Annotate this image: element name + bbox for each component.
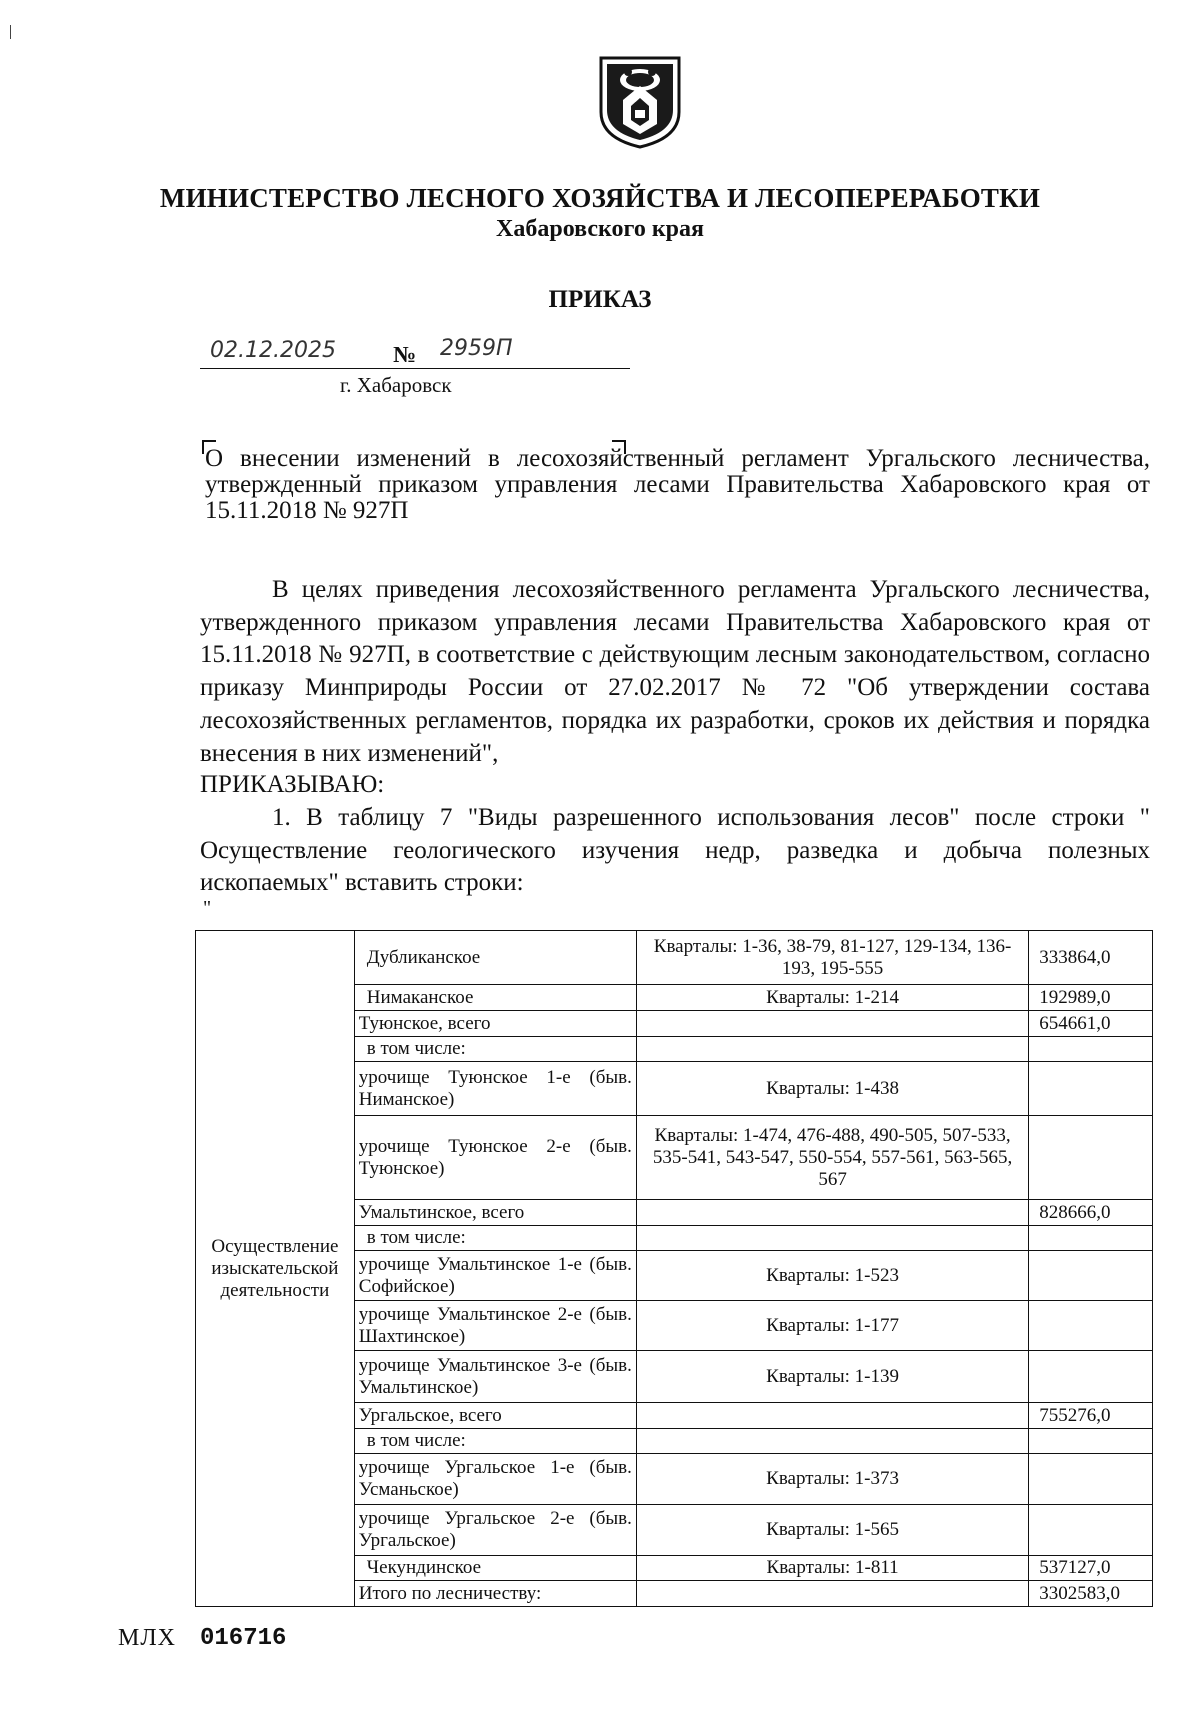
document-type: ПРИКАЗ — [548, 286, 652, 313]
area-cell — [1029, 1226, 1153, 1251]
category-cell: Осуществление изыскательской деятельности — [196, 931, 355, 1607]
district-name-cell: в том числе: — [354, 1037, 636, 1062]
table-row — [196, 931, 1153, 985]
area-cell: 3302583,0 — [1029, 1581, 1153, 1607]
area-cell — [1029, 1351, 1153, 1403]
date-number-underline — [200, 368, 630, 369]
area-cell — [1029, 1505, 1153, 1556]
quarters-cell: Кварталы: 1-177 — [636, 1301, 1028, 1351]
district-name-cell: Туюнское, всего — [354, 1011, 636, 1037]
quarters-cell — [636, 1011, 1028, 1037]
area-cell: 333864,0 — [1029, 931, 1153, 985]
area-cell — [1029, 1429, 1153, 1454]
area-cell — [1029, 1454, 1153, 1505]
district-name-cell: урочище Умальтинское 3-е (быв. Умальтинское) — [354, 1351, 636, 1403]
area-cell — [1029, 1116, 1153, 1200]
quarters-cell — [636, 1403, 1028, 1429]
district-name-cell: в том числе: — [354, 1429, 636, 1454]
opening-quote: " — [203, 897, 212, 919]
area-cell — [1029, 1037, 1153, 1062]
ministry-name: МИНИСТЕРСТВО ЛЕСНОГО ХОЗЯЙСТВА И ЛЕСОПЕРЕРАБОТКИ — [159, 183, 1041, 213]
quarters-cell: Кварталы: 1-438 — [636, 1062, 1028, 1116]
quarters-cell: Кварталы: 1-811 — [636, 1556, 1028, 1581]
district-name-cell: в том числе: — [354, 1226, 636, 1251]
city: г. Хабаровск — [340, 373, 452, 397]
order-subject: О внесении изменений в лесохозяйственный регламент Ургальского лесничества, утвержденный приказом управления лесами Правительства Хабаровского края от 15.11.2018 № 927П — [205, 445, 1150, 524]
area-cell — [1029, 1062, 1153, 1116]
quarters-cell: Кварталы: 1-565 — [636, 1505, 1028, 1556]
order-date: 02.12.2025 — [210, 338, 336, 363]
district-name-cell: Дубликанское — [354, 931, 636, 985]
district-name-cell: Итого по лесничеству: — [354, 1581, 636, 1607]
quarters-cell — [636, 1037, 1028, 1062]
district-name-cell: урочище Умальтинское 2-е (быв. Шахтинское) — [354, 1301, 636, 1351]
quarters-cell — [636, 1226, 1028, 1251]
order-word: ПРИКАЗЫВАЮ: — [200, 771, 385, 798]
district-name-cell: урочище Ургальское 2-е (быв. Ургальское) — [354, 1505, 636, 1556]
area-cell: 828666,0 — [1029, 1200, 1153, 1226]
area-cell: 192989,0 — [1029, 985, 1153, 1011]
quarters-cell: Кварталы: 1-139 — [636, 1351, 1028, 1403]
forest-use-table — [195, 930, 1153, 1607]
quarters-cell — [636, 1429, 1028, 1454]
form-serial-number: 016716 — [200, 1625, 287, 1652]
scan-edge-mark — [10, 25, 11, 39]
number-sign: № — [393, 342, 417, 367]
order-number: 2959П — [440, 336, 513, 361]
area-cell: 755276,0 — [1029, 1403, 1153, 1429]
district-name-cell: Ургальское, всего — [354, 1403, 636, 1429]
item-1-paragraph: 1. В таблицу 7 "Виды разрешенного использования лесов" после строки " Осуществление геологического изучения недр, разведка и добыча полезных ископаемых" вставить строки: — [200, 804, 1150, 897]
region-name: Хабаровского края — [496, 216, 704, 242]
district-name-cell: урочище Туюнское 2-е (быв. Туюнское) — [354, 1116, 636, 1200]
quarters-cell: Кварталы: 1-373 — [636, 1454, 1028, 1505]
area-cell — [1029, 1301, 1153, 1351]
district-name-cell: урочище Умальтинское 1-е (быв. Софийское) — [354, 1251, 636, 1301]
area-cell: 654661,0 — [1029, 1011, 1153, 1037]
preamble-paragraph: В целях приведения лесохозяйственного регламента Ургальского лесничества, утвержденного приказом управления лесами Правительства Хабаровского края от 15.11.2018 № 927П, в соответствие с действующим лесным законодательством, согласно приказу Минприроды России от 27.02.2017 № 72 "Об утверждении состава лесохозяйственных регламентов, порядка их разработки, сроков их действия и порядка внесения в них изменений", — [200, 576, 1150, 767]
quarters-cell: Кварталы: 1-523 — [636, 1251, 1028, 1301]
district-name-cell: Нимаканское — [354, 985, 636, 1011]
area-cell — [1029, 1251, 1153, 1301]
district-name-cell: урочище Туюнское 1-е (быв. Ниманское) — [354, 1062, 636, 1116]
area-cell: 537127,0 — [1029, 1556, 1153, 1581]
coat-of-arms-emblem — [595, 50, 685, 150]
district-name-cell: Умальтинское, всего — [354, 1200, 636, 1226]
quarters-cell — [636, 1200, 1028, 1226]
quarters-cell: Кварталы: 1-474, 476-488, 490-505, 507-533, 535-541, 543-547, 550-554, 557-561, 563-565, 567 — [636, 1116, 1028, 1200]
district-name-cell: урочище Ургальское 1-е (быв. Усманьское) — [354, 1454, 636, 1505]
form-series-label: МЛХ — [118, 1625, 176, 1651]
district-name-cell: Чекундинское — [354, 1556, 636, 1581]
quarters-cell — [636, 1581, 1028, 1607]
quarters-cell: Кварталы: 1-36, 38-79, 81-127, 129-134, 136-193, 195-555 — [636, 931, 1028, 985]
quarters-cell: Кварталы: 1-214 — [636, 985, 1028, 1011]
